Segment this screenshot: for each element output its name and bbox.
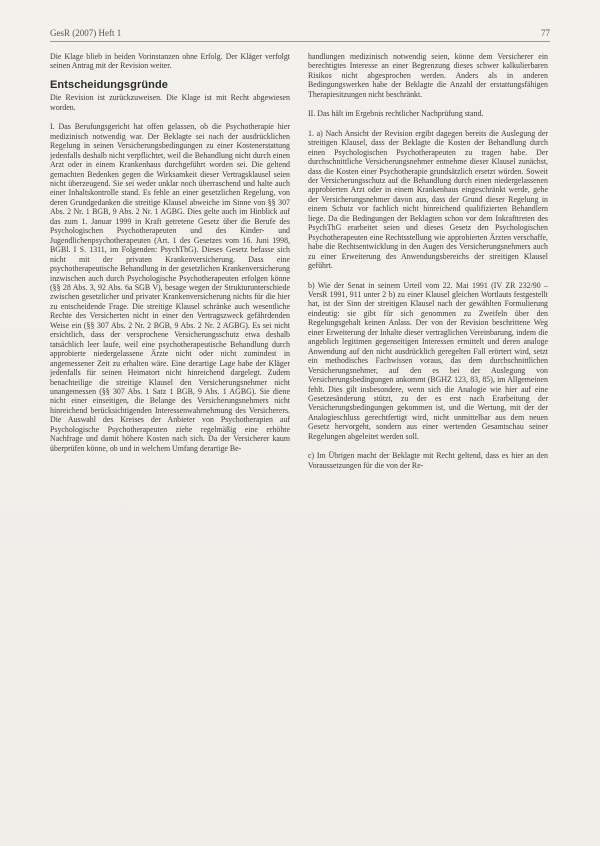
paragraph-1b: b) Wie der Senat in seinem Urteil vom 22. Mai 1991 (IV ZR 232/90 – VersR 1991, 911 unter 2 b) zu einer Klausel gleichen Wortlauts festgestellt hat, ist der Sinn der streitigen Klausel nach der gewählten Formulierung eindeutig: sie gibt für sich genommen zu Zweifeln über den Regelungsgehalt keinen Anlass. Der von der Revision beschrittene Weg einer Erweiterung der Inhalte dieser vertraglichen Vereinbarung, indem die angeblich legitimen gegenseitigen Interessen ermittelt und deren analoge Anwendung auf den nicht ausdrücklich geregelten Fall erörtert wird, setzt ein methodisches Fachwissen voraus, das dem durchschnittlichen Versicherungsnehmer, auf den es bei der Auslegung von Versicherungsbedingungen ankommt (BGHZ 123, 83, 85), im Allgemeinen fehlt. Dies gilt insbesondere, wenn sich die Analogie wie hier auf eine Gesetzesänderung stützt, zu der es erst nach Erarbeitung der Versicherungsbedingungen gekommen ist, und die Wertung, mit der der Analogieschluss gerechtfertigt wird, nicht unmittelbar aus dem neuen Gesetz hervorgeht, sondern aus einer wertenden Gesamtschau seiner Regelungen abgeleitet werden soll. [308,280,548,441]
running-head [50,28,550,42]
paragraph-1a: 1. a) Nach Ansicht der Revision ergibt dagegen bereits die Auslegung der streitigen Klausel, dass der Beklagte die Kosten der Behandlung durch einen Psychologischen Psychotherapeuten zu tragen habe. Der durchschnittliche Versicherungsnehmer entnehme dieser Klausel zunächst, dass die Kosten einer Psychotherapie grundsätzlich ersetzt würden. Soweit der Versicherungsschutz auf die Behandlung durch einen niedergelassenen approbierten Arzt oder in einem Krankenhaus eingeschränkt werde, gehe der Versicherungsnehmer davon aus, dass der Grund dieser Regelung in einem Schutz vor fachlich nicht hinreichend qualifizierten Behandlern liege. Da die Bedingungen der Beklagten schon vor dem Inkrafttreten des PsychThG erarbeitet seien und dieses Gesetz den Psychologischen Psychotherapeuten eine Rechtsstellung wie approbierten Ärzten verschaffe, habe die Rechtsentwicklung in den Augen des Versicherungsnehmers auch zu einer Erweiterung des Anwendungsbereichs der streitigen Klausel geführt. [308,128,548,271]
page-number: 77 [541,28,550,38]
section-heading: Entscheidungsgründe [50,78,169,91]
ruling-paragraph: Die Revision ist zurückzuweisen. Die Klage ist mit Recht abgewiesen worden. [50,93,290,112]
left-column [50,52,290,832]
paragraph-II: II. Das hält im Ergebnis rechtlicher Nachprüfung stand. [308,109,484,119]
right-column [308,52,548,832]
continuation-paragraph: handlungen medizinisch notwendig seien, könne dem Versicherer ein berechtigtes Interesse an einer Begrenzung dieses schwer kalkulierbaren Risikos nicht abgesprochen werden. Anders als in anderen Bedingungswerken habe der Beklagte die Anzahl der erstattungsfähigen Therapiesitzungen nicht beschränkt. [308,52,548,99]
paragraph-1c: c) Im Übrigen macht der Beklagte mit Recht geltend, dass es hier an den Voraussetzungen für die von der Re- [308,451,548,470]
paragraph-I: I. Das Berufungsgericht hat offen gelassen, ob die Psychotherapie hier medizinisch notwendig war. Der Beklagte sei nach der ausdrücklichen Regelung in seinen Versicherungsbedingungen zu einer Kostenerstattung jedenfalls deshalb nicht verpflichtet, weil die Behandlung nicht durch einen Arzt oder in einem Krankenhaus durchgeführt worden sei. Die geltend gemachten Bedenken gegen die Wirksamkeit dieser Vertragsklausel seien nicht überzeugend. Sie sei weder unklar noch überraschend und halte auch einer Inhaltskontrolle stand. Es fehle an einer gesetzlichen Regelung, von deren Grundgedanken die streitige Klausel abweiche im Sinne von §§ 307 Abs. 2 Nr. 1 BGB, 9 Abs. 2 Nr. 1 AGBG. Dies gelte auch im Hinblick auf das zum 1. Januar 1999 in Kraft getretene Gesetz über die Berufe des Psychologischen Psychotherapeuten und des Kinder- und Jugendlichenpsychotherapeuten (Art. 1 des Gesetzes vom 16. Juni 1998, BGBl. I S. 1311, im Folgenden: PsychThG). Dieses Gesetz befasse sich nicht mit der privaten Krankenversicherung. Dass eine psychotherapeutische Behandlung in der gesetzlichen Krankenversicherung inzwischen auch durch Psychologische Psychotherapeuten erfolgen könne (§§ 28 Abs. 3, 92 Abs. 6a SGB V), besage wegen der Strukturunterschiede zwischen gesetzlicher und privater Krankenversicherung nichts für die hier zu entscheidende Frage. Die streitige Klausel schränke auch wesentliche Rechte des Versicherten nicht in einer den Vertragszweck gefährdenden Weise ein (§§ 307 Abs. 2 Nr. 2 BGB, 9 Abs. 2 Nr. 2 AGBG). Es sei nicht ersichtlich, dass der versprochene Versicherungsschutz etwa deshalb tatsächlich leer laufe, weil eine psychotherapeutische Behandlung durch approbierte niedergelassene Ärzte nicht oder nicht zumindest in angemessener Zeit zu erhalten wäre. Eine derartige Lage habe der Kläger jedenfalls für seinen Heimatort nicht hinreichend dargelegt. Zudem benachteilige die streitige Klausel den Versicherungsnehmer nicht unangemessen (§§ 307 Abs. 1 Satz 1 BGB, 9 Abs. 1 AGBG). Sie diene nicht einer einseitigen, die Belange des Versicherungsnehmers nicht hinreichend berücksichtigenden Interessenwahrnehmung des Versicherers. Die Auswahl des Kreises der Anbieter von Psychotherapien auf Psychologische Psychotherapeuten ziehe regelmäßig eine erhöhte Nachfrage und damit höhere Kosten nach sich. Da der Versicherer kaum überprüfen könne, ob und in welchem Umfang derartige Be- [50,122,290,453]
journal-reference: GesR (2007) Heft 1 [50,28,122,38]
intro-paragraph: Die Klage blieb in beiden Vorinstanzen ohne Erfolg. Der Kläger verfolgt seinen Antrag mit der Revision weiter. [50,52,290,71]
